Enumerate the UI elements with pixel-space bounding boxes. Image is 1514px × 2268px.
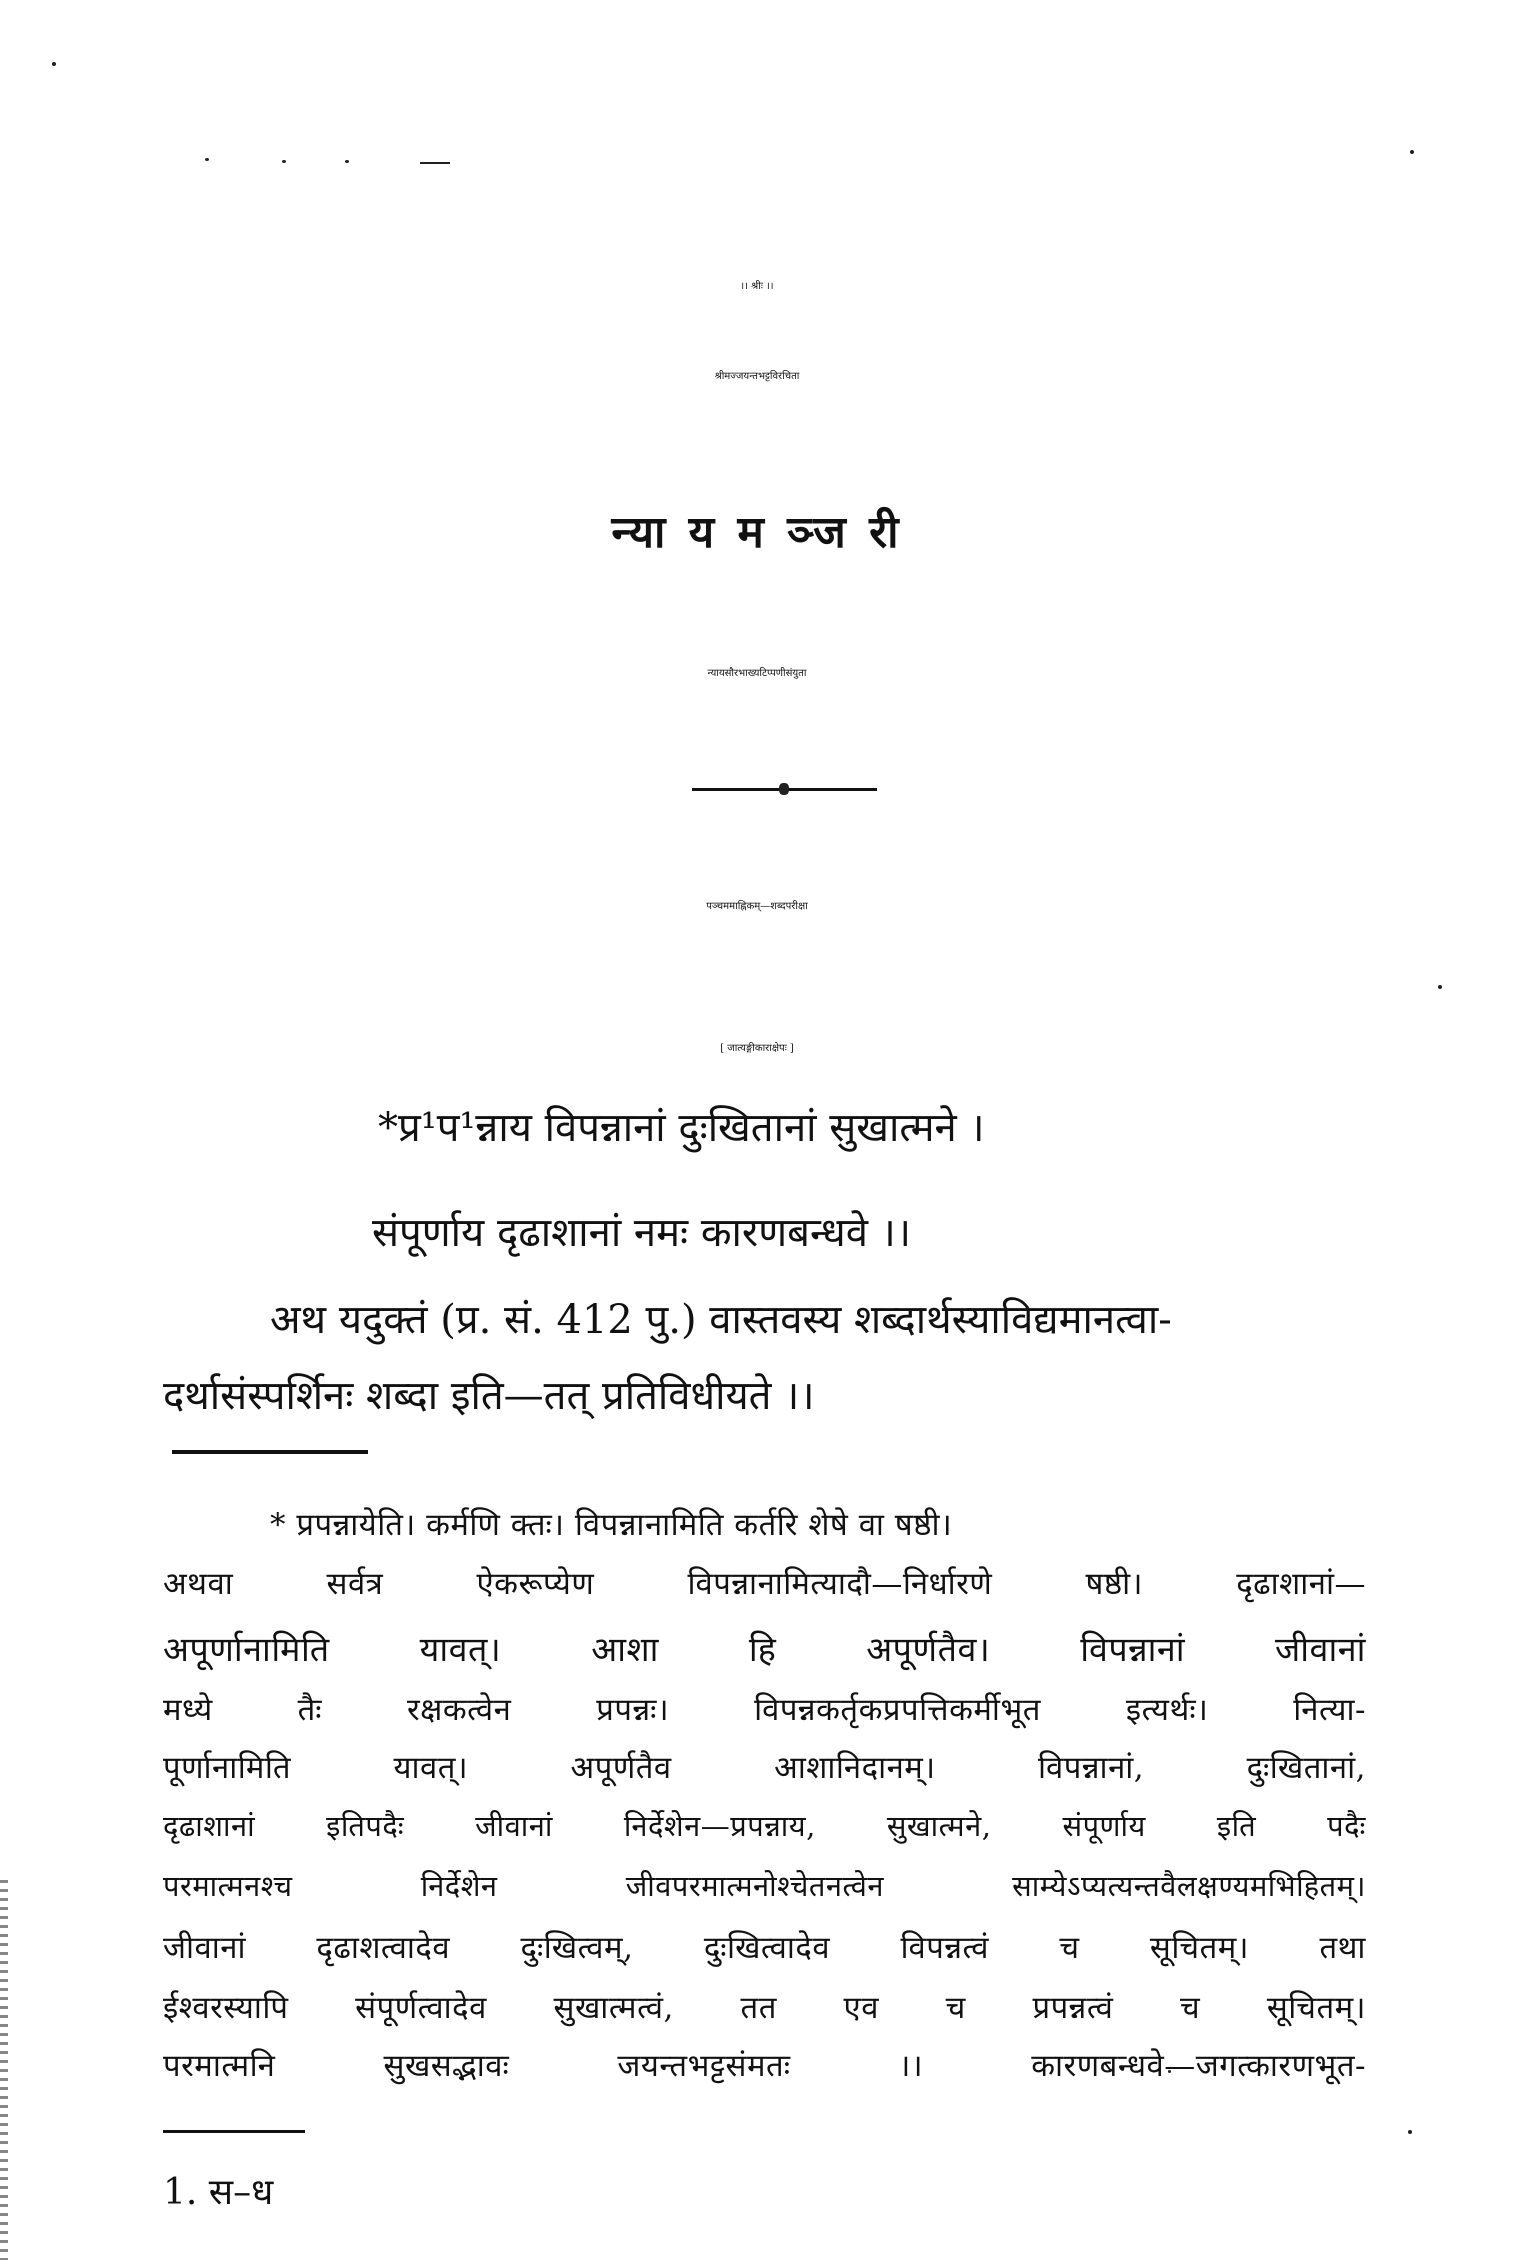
commentary-word: सूचितम्। bbox=[1266, 1990, 1366, 2026]
commentary-word: सुखसद्भावः bbox=[383, 2048, 510, 2084]
commentary-word: सर्वत्र bbox=[326, 1566, 384, 1602]
commentary-word: इत्यर्थः। bbox=[1125, 1692, 1209, 1728]
commentary-word: अपूर्णानामिति bbox=[163, 1630, 330, 1670]
chapter-heading: पञ्चममाह्निकम्—शब्दपरीक्षा bbox=[706, 901, 808, 912]
commentary-word: दुःखितानां, bbox=[1246, 1750, 1366, 1786]
commentary-word: अथवा bbox=[163, 1566, 234, 1602]
commentary-word: ईश्वरस्यापि bbox=[163, 1990, 289, 2026]
commentary-word: आशा bbox=[591, 1630, 659, 1670]
commentary-word: परमात्मनि bbox=[163, 2048, 276, 2084]
commentary-word: च bbox=[1179, 1990, 1201, 2026]
scan-edge-noise bbox=[0, 1880, 8, 2260]
verse-line: संपूर्णाय दृढाशानां नमः कारणबन्धवे ।। bbox=[372, 1210, 911, 1256]
commentary-word: आशानिदानम्। bbox=[774, 1750, 936, 1786]
scan-speck bbox=[205, 158, 209, 161]
commentary-word: तत bbox=[740, 1990, 777, 2026]
commentary-word: इति bbox=[1216, 1809, 1257, 1843]
book-title: न्या य म ञ्ज री bbox=[611, 507, 903, 558]
commentary-word: सुखात्मने, bbox=[886, 1809, 992, 1843]
commentary-line: * प्रपन्नायेति। कर्मणि क्तः। विपन्नानामिति कर्तरि शेषे वा षष्ठी। bbox=[270, 1507, 953, 1543]
commentary-line bbox=[163, 1625, 1366, 1671]
commentary-word: ।। bbox=[898, 2048, 924, 2084]
scan-speck bbox=[345, 160, 349, 163]
commentary-line bbox=[163, 1746, 1366, 1788]
commentary-line bbox=[163, 1866, 1366, 1905]
commentary-word: जीवपरमात्मनोश्चेतनत्वेन bbox=[625, 1869, 884, 1903]
commentary-word: पूर्णानामिति bbox=[163, 1750, 292, 1786]
commentary-word: दृढाशानां bbox=[163, 1809, 256, 1843]
commentary-word: मध्ये bbox=[163, 1692, 213, 1728]
section-heading: [ जात्यङ्गीकाराक्षेपः ] bbox=[720, 1043, 794, 1054]
footnote-rule bbox=[163, 2130, 305, 2133]
invocation: ।। श्रीः ।। bbox=[740, 281, 774, 292]
footnote: 1. स–ध bbox=[163, 2172, 274, 2213]
commentary-word: दृढाशानां— bbox=[1236, 1566, 1366, 1602]
commentary-word: निर्देशेन—प्रपन्नाय, bbox=[623, 1809, 816, 1843]
commentary-line bbox=[163, 1806, 1366, 1845]
commentary-word: दुःखित्वादेव bbox=[703, 1930, 831, 1966]
commentary-word: विपन्नानां bbox=[1080, 1630, 1186, 1670]
commentary-line bbox=[163, 1562, 1366, 1604]
prose-line: दर्थासंस्पर्शिनः शब्दा इति—तत् प्रतिविधीयते ।। bbox=[163, 1373, 815, 1419]
scan-speck bbox=[1410, 150, 1414, 154]
commentary-word: संपूर्णत्वादेव bbox=[355, 1990, 487, 2026]
verse-line: *प्र¹प¹न्नाय विपन्नानां दुःखितानां सुखात्मने । bbox=[378, 1105, 985, 1151]
prose-line: अथ यदुक्तं (प्र. सं. 412 पु.) वास्तवस्य शब्दार्थस्याविद्यमानत्वा- bbox=[270, 1297, 1172, 1343]
commentary-word: तथा bbox=[1319, 1930, 1366, 1966]
commentary-word: सुखात्मत्वं, bbox=[553, 1990, 674, 2026]
scan-speck bbox=[1438, 985, 1442, 989]
commentary-word: रक्षकत्वेन bbox=[406, 1692, 512, 1728]
commentary-line bbox=[163, 1688, 1366, 1730]
commentary-word: संपूर्णाय bbox=[1062, 1809, 1146, 1843]
commentary-word: नित्या- bbox=[1293, 1692, 1366, 1728]
scan-speck bbox=[52, 62, 56, 66]
commentary-word: निर्देशेन bbox=[420, 1869, 498, 1903]
commentary-line bbox=[163, 2044, 1366, 2086]
commentary-word: प्रपन्नत्वं bbox=[1032, 1990, 1114, 2026]
commentary-word: तैः bbox=[297, 1692, 323, 1728]
ornamental-rule-dot bbox=[779, 783, 789, 795]
scan-speck bbox=[420, 162, 450, 164]
commentary-word: च bbox=[1059, 1930, 1080, 1966]
commentary-word: ऐकरूप्येण bbox=[476, 1566, 595, 1602]
author-line: श्रीमज्जयन्तभट्टविरचिता bbox=[714, 371, 800, 382]
commentary-word: दृढाशत्वादेव bbox=[316, 1930, 451, 1966]
commentary-word: विपन्नकर्तृकप्रपत्तिकर्मीभूत bbox=[754, 1692, 1041, 1728]
commentary-word: च bbox=[945, 1990, 966, 2026]
commentary-word: साम्येऽप्यत्यन्तवैलक्षण्यमभिहितम्। bbox=[1012, 1869, 1366, 1903]
commentary-word: यावत्। bbox=[419, 1630, 502, 1670]
commentary-word: हि bbox=[748, 1630, 777, 1670]
commentary-word: परमात्मनश्च bbox=[163, 1869, 293, 1903]
commentary-word: अपूर्णतैव bbox=[570, 1750, 672, 1786]
commentary-word: जीवानां bbox=[1275, 1630, 1366, 1670]
commentary-line bbox=[163, 1986, 1366, 2028]
commentary-word: विपन्नानां, bbox=[1038, 1750, 1145, 1786]
commentary-word: जीवानां bbox=[163, 1930, 247, 1966]
commentary-word: यावत्। bbox=[393, 1750, 469, 1786]
commentary-word: सूचितम्। bbox=[1149, 1930, 1250, 1966]
footnote-separator bbox=[172, 1450, 368, 1454]
commentary-line: न्यायसौरभाख्यटिप्पणीसंयुता bbox=[707, 668, 807, 679]
commentary-word: दुःखित्वम्, bbox=[520, 1930, 634, 1966]
commentary-word: षष्ठी। bbox=[1085, 1566, 1143, 1602]
commentary-line bbox=[163, 1926, 1366, 1968]
scan-speck bbox=[1408, 2130, 1412, 2134]
commentary-word: जयन्तभट्टसंमतः bbox=[617, 2048, 791, 2084]
commentary-word: विपन्नत्वं bbox=[900, 1930, 989, 1966]
commentary-word: जीवानां bbox=[475, 1809, 553, 1843]
commentary-word: कारणबन्धवे—जगत्कारणभूत- bbox=[1031, 2048, 1366, 2084]
commentary-word: विपन्नानामित्यादौ—निर्धारणे bbox=[687, 1566, 993, 1602]
commentary-word: अपूर्णतैव। bbox=[866, 1630, 991, 1670]
commentary-word: प्रपन्नः। bbox=[596, 1692, 670, 1728]
scan-speck bbox=[282, 160, 286, 163]
commentary-word: पदैः bbox=[1327, 1809, 1366, 1843]
commentary-word: एव bbox=[843, 1990, 879, 2026]
commentary-word: इतिपदैः bbox=[326, 1809, 405, 1843]
